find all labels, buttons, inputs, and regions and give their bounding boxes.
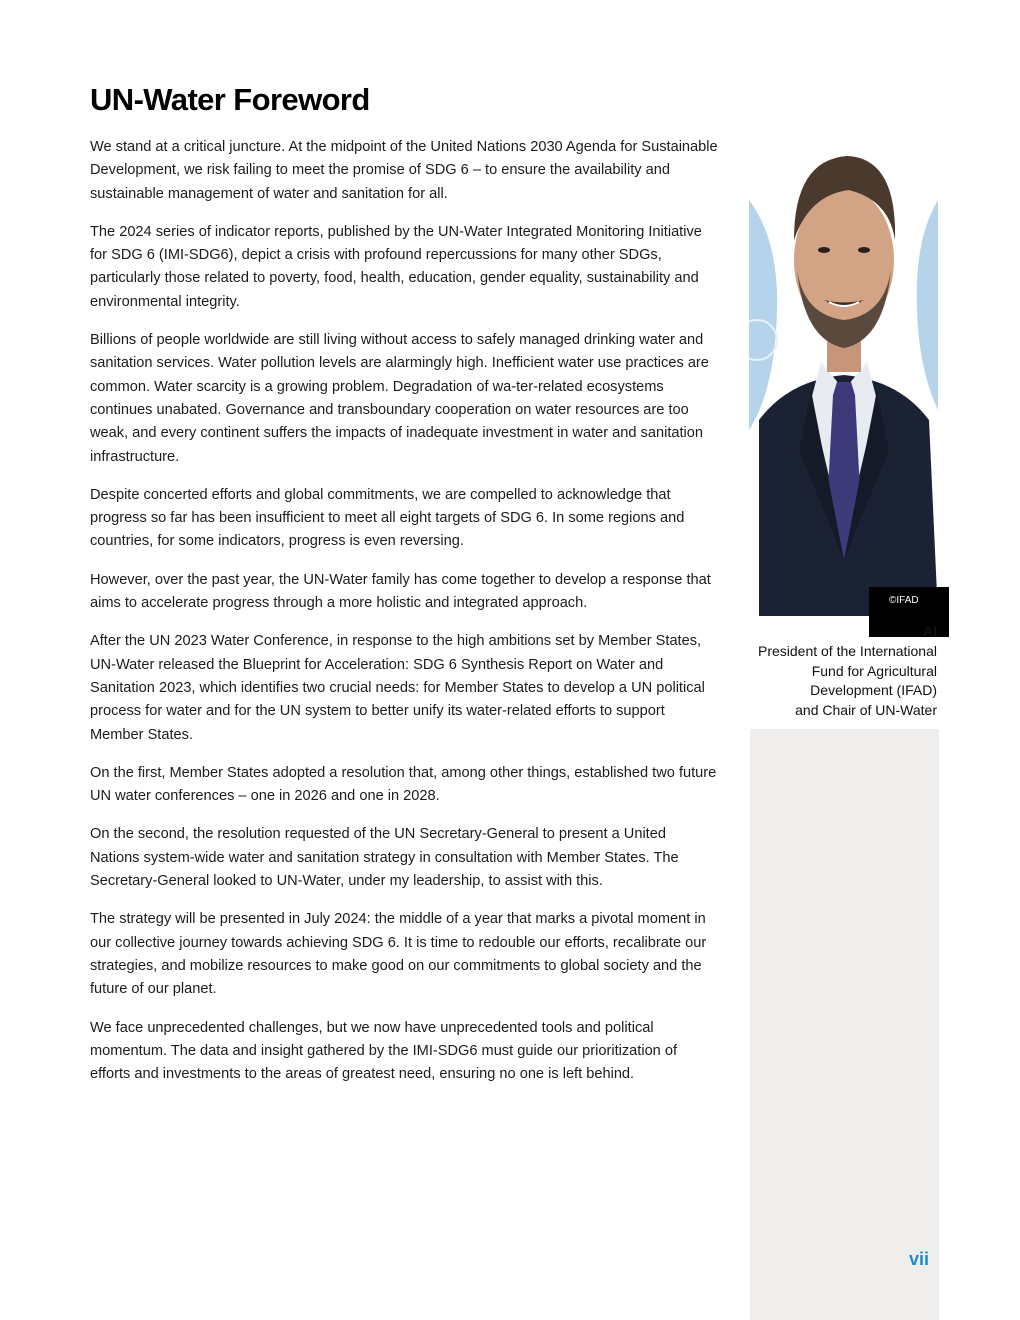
paragraph: However, over the past year, the UN-Water family has come together to develop a response that aims to accelerate progress through a more holistic and integrated approach. bbox=[90, 571, 711, 612]
foreword-body bbox=[90, 136, 718, 1101]
page-number: vii bbox=[908, 1249, 929, 1269]
person-title-line: and Chair of UN-Water bbox=[795, 702, 937, 719]
person-title-line: Development (IFAD) bbox=[810, 682, 937, 699]
portrait-illustration bbox=[749, 90, 938, 616]
paragraph: We stand at a critical juncture. At the midpoint of the United Nations 2030 Agenda for Sustainable Development, we risk failing to meet the promise of SDG 6 – to ensure the availability and sustainable management of water and sanitation for all. bbox=[90, 139, 718, 202]
paragraph: On the second, the resolution requested of the UN Secretary-General to present a United Nations system-wide water and sanitation strategy in consultation with Member States. The Secretary-General looked to UN-Water, under my leadership, to assist with this. bbox=[90, 826, 679, 890]
paragraph: After the UN 2023 Water Conference, in response to the high ambitions set by Member States, UN-Water released the Blueprint for Acceleration: SDG 6 Synthesis Report on Water and Sanitation 2023, which identifies two crucial needs: for Member States to develop a UN political process for water and for the UN system to better unify its water-related efforts to support Member States. bbox=[90, 633, 705, 743]
photo-credit: ©IFAD bbox=[869, 587, 949, 637]
paragraph: The 2024 series of indicator reports, published by the UN-Water Integrated Monitoring Initiative for SDG 6 (IMI-SDG6), depict a crisis with profound repercussions for many other SDGs, particularly those related to poverty, food, health, education, gender equality, sustainability and environmental integrity. bbox=[90, 223, 702, 310]
paragraph: Despite concerted efforts and global commitments, we are compelled to acknowledge that progress so far has been insufficient to meet all eight targets of SDG 6. In some regions and countries, for some indicators, progress is even reversing. bbox=[90, 486, 685, 550]
sidebar-panel bbox=[750, 729, 939, 1320]
portrait-photo bbox=[749, 90, 938, 616]
paragraph: The strategy will be presented in July 2024: the middle of a year that marks a pivotal moment in our collective journey towards achieving SDG 6. It is time to redouble our efforts, recalibrate our strategies, and mobilize resources to make good on our commitments to global society and the future of our planet. bbox=[90, 911, 707, 998]
paragraph: We face unprecedented challenges, but we now have unprecedented tools and political momentum. The data and insight gathered by the IMI-SDG6 must guide our prioritization of efforts and investments to the areas of greatest need, ensuring no one is left behind. bbox=[90, 1019, 678, 1083]
paragraph: Billions of people worldwide are still living without access to safely managed drinking water and sanitation services. Water pollution levels are alarmingly high. Inefficient water use practices are common. Water scarcity is a growing problem. Degradation of wa-ter-related ecosystems continues unabated. Governance and transboundary cooperation on water resources are too weak, and every continent suffers the impacts of inadequate investment in water and sanitation infrastructure. bbox=[90, 332, 709, 465]
paragraph: On the first, Member States adopted a resolution that, among other things, established two future UN water conferences – one in 2026 and one in 2028. bbox=[90, 764, 717, 805]
page-title: UN-Water Foreword bbox=[90, 82, 370, 117]
person-title-line: President of the International bbox=[757, 642, 937, 659]
person-name: Al bbox=[923, 623, 937, 639]
person-title-line: Fund for Agricultural bbox=[811, 662, 937, 679]
photo-caption bbox=[740, 622, 937, 721]
